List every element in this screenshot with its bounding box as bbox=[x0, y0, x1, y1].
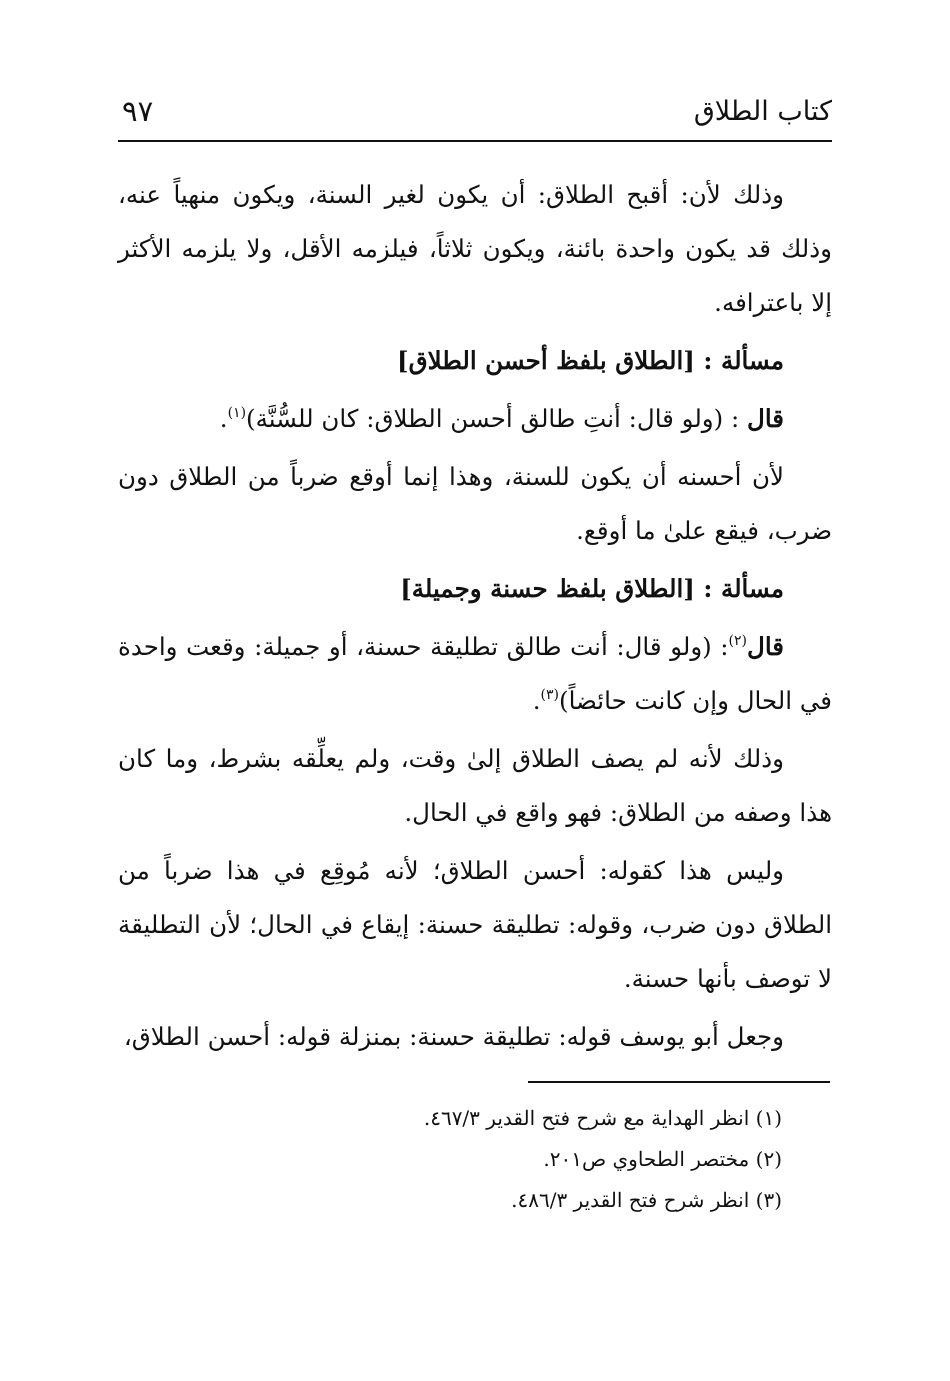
paragraph-lead: قال bbox=[747, 404, 784, 433]
paragraph-end: . bbox=[219, 404, 228, 433]
footnote-ref[interactable]: (٢) bbox=[728, 633, 748, 649]
running-title: كتاب الطلاق bbox=[693, 96, 832, 127]
paragraph: وليس هذا كقوله: أحسن الطلاق؛ لأنه مُوقِع في هذا ضرباً من الطلاق دون ضرب، وقوله: تطليقة حسنة: إيقاع في الحال؛ لأن التطليقة لا توصف بأنها حسنة. bbox=[118, 856, 832, 993]
paragraph: وجعل أبو يوسف قوله: تطليقة حسنة: بمنزلة قوله: أحسن الطلاق، bbox=[123, 1022, 784, 1051]
paragraph: وذلك لأن: أقبح الطلاق: أن يكون لغير السنة، ويكون منهياً عنه، وذلك قد يكون واحدة بائنة، ويكون ثلاثاً، فيلزمه الأقل، ولا يلزمه الأكثر إلا باعترافه. bbox=[118, 180, 832, 317]
footnote-1: (١) انظر الهداية مع شرح فتح القدير ٤٦٧/٣. bbox=[423, 1106, 782, 1130]
paragraph-end: . bbox=[532, 686, 541, 715]
footnote-3: (٣) انظر شرح فتح القدير ٤٨٦/٣. bbox=[511, 1188, 782, 1212]
section-heading: مسألة : [الطلاق بلفظ أحسن الطلاق] bbox=[397, 346, 784, 375]
section-heading: مسألة : [الطلاق بلفظ حسنة وجميلة] bbox=[400, 574, 784, 603]
footnote-2: (٢) مختصر الطحاوي ص٢٠١. bbox=[543, 1147, 782, 1171]
footnote-ref[interactable]: (١) bbox=[227, 405, 247, 421]
paragraph: وذلك لأنه لم يصف الطلاق إلىٰ وقت، ولم يعلِّقه بشرط، وما كان هذا وصفه من الطلاق: فهو واقع في الحال. bbox=[118, 744, 832, 827]
paragraph-text: : (ولو قال: أنت طالق تطليقة حسنة، أو جميلة: وقعت واحدة في الحال وإن كانت حائضاً) bbox=[118, 632, 832, 715]
footnote-divider bbox=[528, 1081, 830, 1083]
footnotes bbox=[400, 1098, 782, 1221]
paragraph: لأن أحسنه أن يكون للسنة، وهذا إنما أوقع ضرباً من الطلاق دون ضرب، فيقع علىٰ ما أوقع. bbox=[118, 462, 832, 545]
footnote-ref[interactable]: (٣) bbox=[540, 687, 560, 703]
paragraph bbox=[118, 620, 832, 728]
paragraph bbox=[118, 392, 832, 446]
main-text bbox=[118, 168, 832, 1064]
paragraph-text: : (ولو قال: أنتِ طالق أحسن الطلاق: كان للسُّنَّة) bbox=[246, 404, 748, 433]
paragraph-lead: قال bbox=[747, 632, 784, 661]
page-header bbox=[118, 92, 832, 142]
page-number: ٩٧ bbox=[122, 94, 154, 128]
